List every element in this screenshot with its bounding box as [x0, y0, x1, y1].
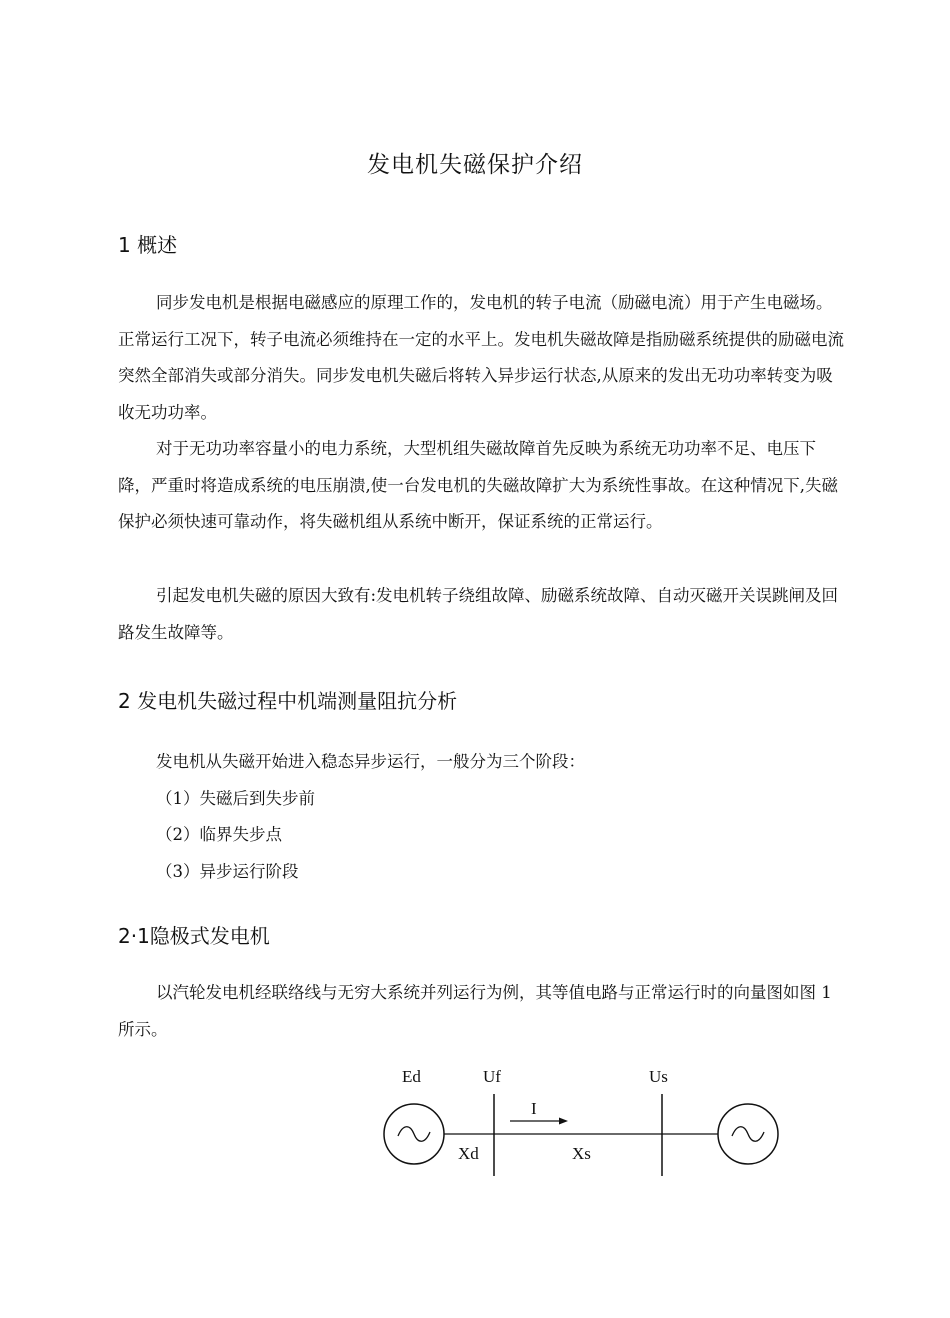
equivalent-circuit-diagram	[370, 1060, 800, 1190]
label-current: I	[531, 1099, 537, 1118]
generator-symbol	[384, 1104, 444, 1164]
section-heading-impedance: 2 发电机失磁过程中机端测量阻抗分析	[118, 689, 458, 713]
system-source-symbol	[718, 1104, 778, 1164]
label-uf: Uf	[483, 1067, 501, 1086]
page-title: 发电机失磁保护介绍	[367, 152, 583, 178]
section-heading-overview: 1 概述	[118, 233, 178, 257]
list-item-stage-3: （3）异步运行阶段	[156, 862, 299, 881]
label-ed: Ed	[402, 1067, 421, 1086]
paragraph-overview-1: 同步发电机是根据电磁感应的原理工作的，发电机的转子电流（励磁电流）用于产生电磁场。正常运行工况下，转子电流必须维持在一定的水平上。发电机失磁故障是指励磁系统提供的励磁电流突然全部消失或部分消失。同步发电机失磁后将转入异步运行状态,从原来的发出无功功率转变为吸收无功功率。	[118, 293, 844, 422]
list-item-stage-2: （2）临界失步点	[156, 825, 282, 844]
list-item-stage-1: （1）失磁后到失步前	[156, 789, 315, 808]
label-us: Us	[649, 1067, 668, 1086]
paragraph-overview-2: 对于无功功率容量小的电力系统，大型机组失磁故障首先反映为系统无功功率不足、电压下降，严重时将造成系统的电压崩溃,使一台发电机的失磁故障扩大为系统性事故。在这种情况下,失磁保护必须快速可靠动作，将失磁机组从系统中断开，保证系统的正常运行。	[118, 439, 838, 531]
paragraph-stages-intro: 发电机从失磁开始进入稳态异步运行，一般分为三个阶段：	[156, 752, 585, 771]
section-heading-cylindrical: 2·1隐极式发电机	[118, 924, 270, 948]
paragraph-overview-3: 引起发电机失磁的原因大致有:发电机转子绕组故障、励磁系统故障、自动灭磁开关误跳闸及回路发生故障等。	[118, 586, 839, 642]
current-arrow	[510, 1118, 568, 1125]
label-xs: Xs	[572, 1144, 591, 1163]
paragraph-cylindrical-1: 以汽轮发电机经联络线与无穷大系统并列运行为例，其等值电路与正常运行时的向量图如图 1 所示。	[118, 983, 832, 1039]
label-xd: Xd	[458, 1144, 479, 1163]
